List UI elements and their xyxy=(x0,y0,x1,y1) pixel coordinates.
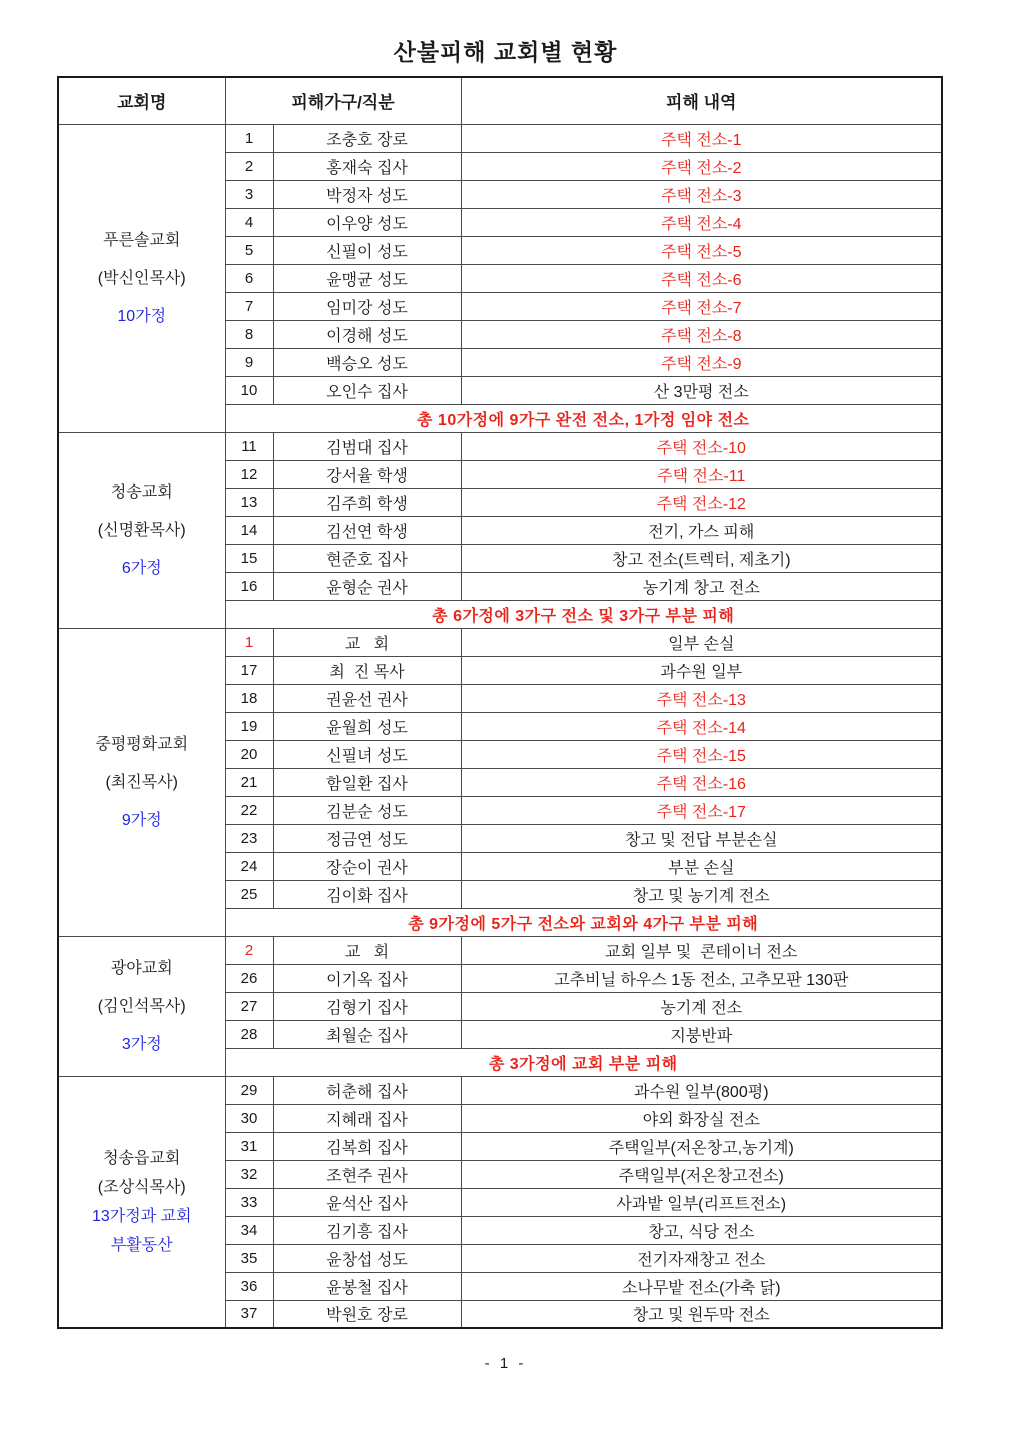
table-row xyxy=(58,1076,942,1104)
person-cell: 윤맹균 성도 xyxy=(273,264,461,292)
page-number: - 1 - xyxy=(484,1355,527,1372)
section-summary: 총 10가정에 9가구 완전 전소, 1가정 임야 전소 xyxy=(225,404,942,432)
row-number-cell: 15 xyxy=(225,544,273,572)
damage-detail-cell: 창고 전소(트렉터, 제초기) xyxy=(461,544,942,572)
damage-detail-cell: 고추비닐 하우스 1동 전소, 고추모판 130판 xyxy=(461,964,942,992)
person-cell: 김범대 집사 xyxy=(273,432,461,460)
row-number-cell: 25 xyxy=(225,880,273,908)
church-lines xyxy=(63,232,221,325)
church-cell xyxy=(58,628,225,936)
church-lines xyxy=(63,960,221,1053)
church-line: 부활동산 xyxy=(110,1236,173,1254)
row-number-cell: 36 xyxy=(225,1272,273,1300)
person-cell: 김선연 학생 xyxy=(273,516,461,544)
damage-detail-cell: 교회 일부 및 콘테이너 전소 xyxy=(461,936,942,964)
row-number-cell: 31 xyxy=(225,1132,273,1160)
person-cell: 김복희 집사 xyxy=(273,1132,461,1160)
person-cell: 홍재숙 집사 xyxy=(273,152,461,180)
damage-detail-cell: 주택 전소-4 xyxy=(461,208,942,236)
person-cell: 윤봉철 집사 xyxy=(273,1272,461,1300)
damage-detail-cell: 농기계 창고 전소 xyxy=(461,572,942,600)
person-cell: 이기옥 집사 xyxy=(273,964,461,992)
header-household: 피해가구/직분 xyxy=(225,77,461,124)
church-lines xyxy=(63,484,221,577)
person-cell: 지혜래 집사 xyxy=(273,1104,461,1132)
row-number-cell: 24 xyxy=(225,852,273,880)
damage-detail-cell: 주택 전소-13 xyxy=(461,684,942,712)
row-number-cell: 14 xyxy=(225,516,273,544)
table-row xyxy=(58,628,942,656)
damage-detail-cell: 주택 전소-6 xyxy=(461,264,942,292)
person-cell: 김형기 집사 xyxy=(273,992,461,1020)
damage-detail-cell: 과수원 일부(800평) xyxy=(461,1076,942,1104)
person-cell: 윤창섭 성도 xyxy=(273,1244,461,1272)
person-cell: 윤월희 성도 xyxy=(273,712,461,740)
section-summary: 총 3가정에 교회 부분 피해 xyxy=(225,1048,942,1076)
row-number-cell: 21 xyxy=(225,768,273,796)
damage-detail-cell: 농기계 전소 xyxy=(461,992,942,1020)
row-number-cell: 1 xyxy=(225,628,273,656)
person-cell: 정금연 성도 xyxy=(273,824,461,852)
row-number-cell: 5 xyxy=(225,236,273,264)
person-cell: 임미강 성도 xyxy=(273,292,461,320)
church-lines xyxy=(63,736,221,829)
row-number-cell: 35 xyxy=(225,1244,273,1272)
table-header xyxy=(58,77,942,124)
damage-detail-cell: 창고, 식당 전소 xyxy=(461,1216,942,1244)
row-number-cell: 29 xyxy=(225,1076,273,1104)
row-number-cell: 7 xyxy=(225,292,273,320)
person-cell: 김이화 집사 xyxy=(273,880,461,908)
row-number-cell: 18 xyxy=(225,684,273,712)
person-cell: 윤형순 권사 xyxy=(273,572,461,600)
person-cell: 강서율 학생 xyxy=(273,460,461,488)
person-cell: 권윤선 권사 xyxy=(273,684,461,712)
person-cell: 김주희 학생 xyxy=(273,488,461,516)
person-cell: 오인수 집사 xyxy=(273,376,461,404)
damage-detail-cell: 주택 전소-10 xyxy=(461,432,942,460)
row-number-cell: 22 xyxy=(225,796,273,824)
damage-detail-cell: 부분 손실 xyxy=(461,852,942,880)
damage-detail-cell: 주택 전소-15 xyxy=(461,740,942,768)
church-cell xyxy=(58,432,225,628)
person-cell: 신필녀 성도 xyxy=(273,740,461,768)
damage-detail-cell: 일부 손실 xyxy=(461,628,942,656)
row-number-cell: 8 xyxy=(225,320,273,348)
person-cell: 조충호 장로 xyxy=(273,124,461,152)
church-line: 푸른솔교회 xyxy=(103,231,181,249)
row-number-cell: 30 xyxy=(225,1104,273,1132)
row-number-cell: 20 xyxy=(225,740,273,768)
damage-detail-cell: 주택 전소-5 xyxy=(461,236,942,264)
row-number-cell: 3 xyxy=(225,180,273,208)
person-cell: 윤석산 집사 xyxy=(273,1188,461,1216)
person-cell: 백승오 성도 xyxy=(273,348,461,376)
header-detail: 피해 내역 xyxy=(461,77,942,124)
row-number-cell: 17 xyxy=(225,656,273,684)
damage-detail-cell: 주택 전소-16 xyxy=(461,768,942,796)
row-number-cell: 16 xyxy=(225,572,273,600)
church-line: 6가정 xyxy=(121,559,162,577)
damage-detail-cell: 산 3만평 전소 xyxy=(461,376,942,404)
table-body xyxy=(58,124,942,1328)
church-lines xyxy=(63,1150,221,1254)
person-cell: 최 진 목사 xyxy=(273,656,461,684)
damage-detail-cell: 창고 및 원두막 전소 xyxy=(461,1300,942,1328)
church-line: 3가정 xyxy=(121,1035,162,1053)
row-number-cell: 32 xyxy=(225,1160,273,1188)
church-line: 광야교회 xyxy=(110,959,173,977)
row-number-cell: 9 xyxy=(225,348,273,376)
section-summary: 총 6가정에 3가구 전소 및 3가구 부분 피해 xyxy=(225,600,942,628)
row-number-cell: 4 xyxy=(225,208,273,236)
damage-detail-cell: 주택일부(저온창고전소) xyxy=(461,1160,942,1188)
damage-table xyxy=(57,76,943,1329)
person-cell: 장순이 권사 xyxy=(273,852,461,880)
person-cell: 교 회 xyxy=(273,628,461,656)
person-cell: 이경해 성도 xyxy=(273,320,461,348)
row-number-cell: 12 xyxy=(225,460,273,488)
row-number-cell: 33 xyxy=(225,1188,273,1216)
damage-detail-cell: 소나무밭 전소(가축 닭) xyxy=(461,1272,942,1300)
person-cell: 이우양 성도 xyxy=(273,208,461,236)
row-number-cell: 19 xyxy=(225,712,273,740)
church-line: 중평평화교회 xyxy=(95,735,189,753)
damage-detail-cell: 창고 및 전답 부분손실 xyxy=(461,824,942,852)
table-row xyxy=(58,936,942,964)
church-line: (조상식목사) xyxy=(97,1178,186,1196)
person-cell: 박원호 장로 xyxy=(273,1300,461,1328)
church-line: (신명환목사) xyxy=(97,521,186,539)
person-cell: 허춘해 집사 xyxy=(273,1076,461,1104)
row-number-cell: 34 xyxy=(225,1216,273,1244)
row-number-cell: 1 xyxy=(225,124,273,152)
section-summary: 총 9가정에 5가구 전소와 교회와 4가구 부분 피해 xyxy=(225,908,942,936)
person-cell: 김기흥 집사 xyxy=(273,1216,461,1244)
person-cell: 함일환 집사 xyxy=(273,768,461,796)
damage-detail-cell: 주택 전소-7 xyxy=(461,292,942,320)
person-cell: 교 회 xyxy=(273,936,461,964)
row-number-cell: 26 xyxy=(225,964,273,992)
person-cell: 현준호 집사 xyxy=(273,544,461,572)
damage-detail-cell: 주택일부(저온창고,농기계) xyxy=(461,1132,942,1160)
damage-detail-cell: 지붕반파 xyxy=(461,1020,942,1048)
damage-detail-cell: 과수원 일부 xyxy=(461,656,942,684)
damage-detail-cell: 주택 전소-11 xyxy=(461,460,942,488)
person-cell: 김분순 성도 xyxy=(273,796,461,824)
church-cell xyxy=(58,124,225,432)
damage-detail-cell: 전기, 가스 피해 xyxy=(461,516,942,544)
person-cell: 최월순 집사 xyxy=(273,1020,461,1048)
church-line: 13가정과 교회 xyxy=(91,1207,192,1225)
person-cell: 조현주 권사 xyxy=(273,1160,461,1188)
row-number-cell: 23 xyxy=(225,824,273,852)
row-number-cell: 27 xyxy=(225,992,273,1020)
damage-detail-cell: 주택 전소-3 xyxy=(461,180,942,208)
damage-detail-cell: 전기자재창고 전소 xyxy=(461,1244,942,1272)
row-number-cell: 28 xyxy=(225,1020,273,1048)
row-number-cell: 37 xyxy=(225,1300,273,1328)
damage-detail-cell: 사과밭 일부(리프트전소) xyxy=(461,1188,942,1216)
church-line: (최진목사) xyxy=(105,773,178,791)
person-cell: 박정자 성도 xyxy=(273,180,461,208)
church-line: 10가정 xyxy=(117,307,167,325)
row-number-cell: 2 xyxy=(225,936,273,964)
damage-detail-cell: 주택 전소-8 xyxy=(461,320,942,348)
damage-detail-cell: 주택 전소-17 xyxy=(461,796,942,824)
row-number-cell: 10 xyxy=(225,376,273,404)
person-cell: 신필이 성도 xyxy=(273,236,461,264)
church-line: 청송읍교회 xyxy=(103,1149,181,1167)
church-cell xyxy=(58,1076,225,1328)
header-church: 교회명 xyxy=(58,77,225,124)
damage-detail-cell: 주택 전소-9 xyxy=(461,348,942,376)
row-number-cell: 6 xyxy=(225,264,273,292)
row-number-cell: 13 xyxy=(225,488,273,516)
table-row xyxy=(58,124,942,152)
row-number-cell: 11 xyxy=(225,432,273,460)
church-line: (박신인목사) xyxy=(97,269,186,287)
table-row xyxy=(58,432,942,460)
damage-detail-cell: 야외 화장실 전소 xyxy=(461,1104,942,1132)
row-number-cell: 2 xyxy=(225,152,273,180)
church-line: 9가정 xyxy=(121,811,162,829)
damage-detail-cell: 창고 및 농기계 전소 xyxy=(461,880,942,908)
page-title: 산불피해 교회별 현황 xyxy=(393,39,618,65)
header-row xyxy=(58,77,942,124)
damage-detail-cell: 주택 전소-2 xyxy=(461,152,942,180)
church-line: (김인석목사) xyxy=(97,997,186,1015)
damage-detail-cell: 주택 전소-12 xyxy=(461,488,942,516)
church-line: 청송교회 xyxy=(110,483,173,501)
damage-detail-cell: 주택 전소-1 xyxy=(461,124,942,152)
church-cell xyxy=(58,936,225,1076)
damage-detail-cell: 주택 전소-14 xyxy=(461,712,942,740)
